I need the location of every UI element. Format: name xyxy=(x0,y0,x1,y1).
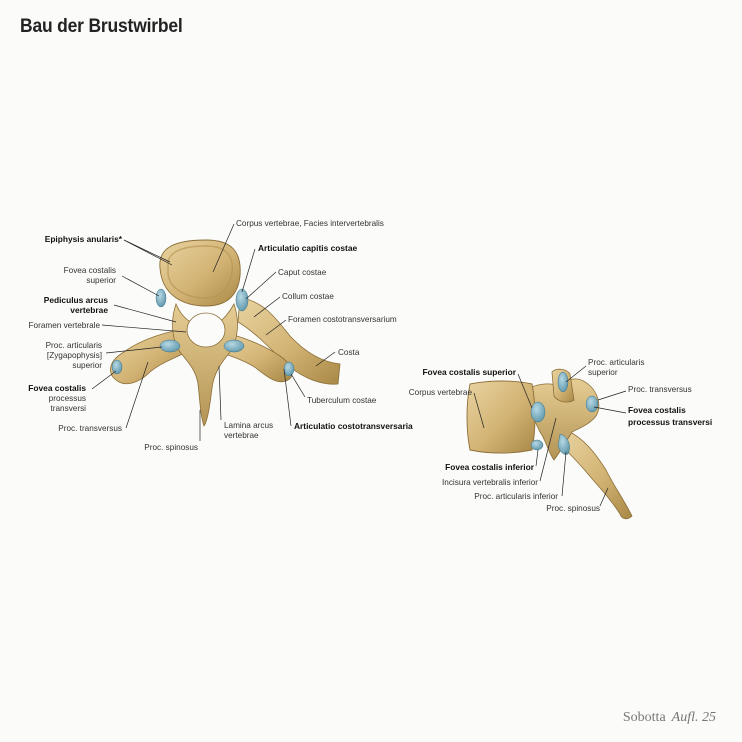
fovea-costalis-superior-facet xyxy=(156,289,166,307)
label-fovea-tp-3: transversi xyxy=(50,404,86,413)
label-proc-articularis-3: superior xyxy=(72,361,102,370)
foramen-vertebrale-shape xyxy=(187,313,225,347)
label-lat-fovea-costalis-inferior: Fovea costalis inferior xyxy=(445,462,534,472)
proc-articularis-facet-left xyxy=(160,340,180,352)
label-lat-fovea-tp-2: processus transversi xyxy=(628,417,713,427)
lateral-fovea-superior-facet xyxy=(531,402,545,422)
label-collum-costae: Collum costae xyxy=(282,292,334,301)
label-lat-proc-transversus: Proc. transversus xyxy=(628,385,692,394)
footer-edition: Aufl. 25 xyxy=(671,710,716,725)
footer-credit xyxy=(623,710,716,726)
label-epiphysis-anularis: Epiphysis anularis* xyxy=(44,234,122,244)
label-lat-proc-art-sup-2: superior xyxy=(588,368,618,377)
proc-articularis-facet-right xyxy=(224,340,244,352)
label-foramen-vertebrale: Foramen vertebrale xyxy=(28,321,100,330)
label-proc-articularis-1: Proc. articularis xyxy=(45,341,102,350)
label-caput-costae: Caput costae xyxy=(278,268,327,277)
label-tuberculum-costae: Tuberculum costae xyxy=(307,396,377,405)
label-proc-articularis-2: [Zygapophysis] xyxy=(46,351,102,360)
label-corpus-vertebrae: Corpus vertebrae, Facies intervertebralis xyxy=(236,219,384,228)
label-pediculus-1: Pediculus arcus xyxy=(43,295,108,305)
label-lamina-arcus-1: Lamina arcus xyxy=(224,421,274,430)
label-lat-corpus-vertebrae: Corpus vertebrae xyxy=(408,388,472,397)
label-lat-fovea-costalis-superior: Fovea costalis superior xyxy=(422,367,516,377)
label-lamina-arcus-2: vertebrae xyxy=(224,431,259,440)
caput-costae-facet xyxy=(236,289,248,311)
label-fovea-tp-2: processus xyxy=(48,394,86,403)
lateral-fovea-inferior-facet xyxy=(531,440,543,450)
label-lat-incisura: Incisura vertebralis inferior xyxy=(441,478,538,487)
lateral-vertebral-body xyxy=(467,381,535,453)
label-proc-transversus: Proc. transversus xyxy=(58,424,122,433)
vertebral-body xyxy=(160,240,240,306)
page-title: Bau der Brustwirbel xyxy=(20,16,183,37)
label-lat-proc-art-sup-1: Proc. articularis xyxy=(588,358,645,367)
label-fovea-tp-1: Fovea costalis xyxy=(28,383,86,393)
lateral-fovea-tp-facet xyxy=(586,396,598,412)
footer-brand: Sobotta xyxy=(622,710,666,725)
label-costa: Costa xyxy=(338,348,360,357)
label-fovea-costalis-superior-2: superior xyxy=(86,276,116,285)
label-fovea-costalis-superior-1: Fovea costalis xyxy=(63,266,116,275)
label-lat-fovea-tp-1: Fovea costalis xyxy=(628,405,686,415)
label-lat-proc-spinosus: Proc. spinosus xyxy=(546,504,600,513)
fovea-tp-facet-left xyxy=(112,360,122,374)
label-pediculus-2: vertebrae xyxy=(70,305,108,315)
label-articulatio-costotransversaria: Articulatio costotransversaria xyxy=(294,421,413,431)
label-proc-spinosus: Proc. spinosus xyxy=(144,443,198,452)
label-articulatio-capitis-costae: Articulatio capitis costae xyxy=(258,243,358,253)
tuberculum-facet xyxy=(284,362,294,376)
label-foramen-costotransversarium: Foramen costotransversarium xyxy=(288,315,397,324)
label-lat-proc-art-inf: Proc. articularis inferior xyxy=(474,492,558,501)
